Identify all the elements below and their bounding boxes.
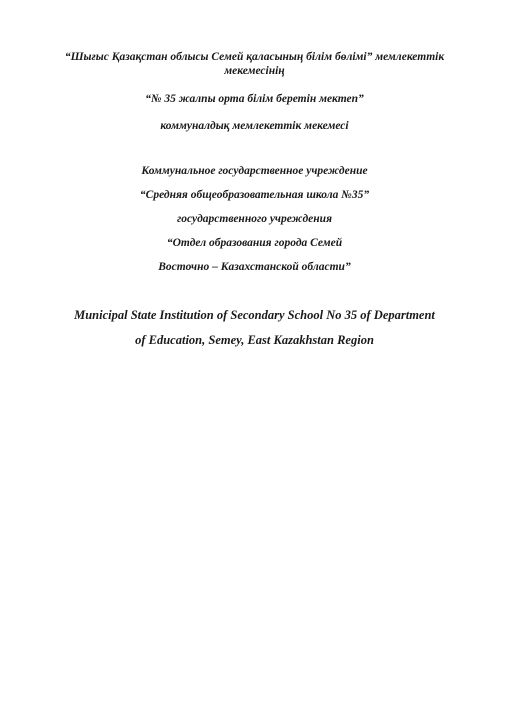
kazakh-line-1: “Шығыс Қазақстан облысы Семей қаласының білім бөлімі” мемлекеттік xyxy=(64,51,445,63)
russian-line-2: “Средняя общеобразовательная школа №35” xyxy=(139,189,370,201)
kazakh-line-2: мекемесінің xyxy=(224,65,285,77)
kazakh-line-4: коммуналдық мемлекеттік мекемесі xyxy=(160,120,349,132)
english-line-1: Municipal State Institution of Secondary School No 35 of Department xyxy=(74,308,435,322)
russian-line-3: государственного учреждения xyxy=(176,213,332,225)
kazakh-line-3: “№ 35 жалпы орта білім беретін мектеп” xyxy=(145,93,364,105)
english-line-2: of Education, Semey, East Kazakhstan Region xyxy=(135,333,374,347)
russian-line-1: Коммунальное государственное учреждение xyxy=(141,165,368,177)
russian-line-4: “Отдел образования города Семей xyxy=(166,237,343,249)
russian-line-5: Восточно – Казахстанской области” xyxy=(158,261,351,273)
